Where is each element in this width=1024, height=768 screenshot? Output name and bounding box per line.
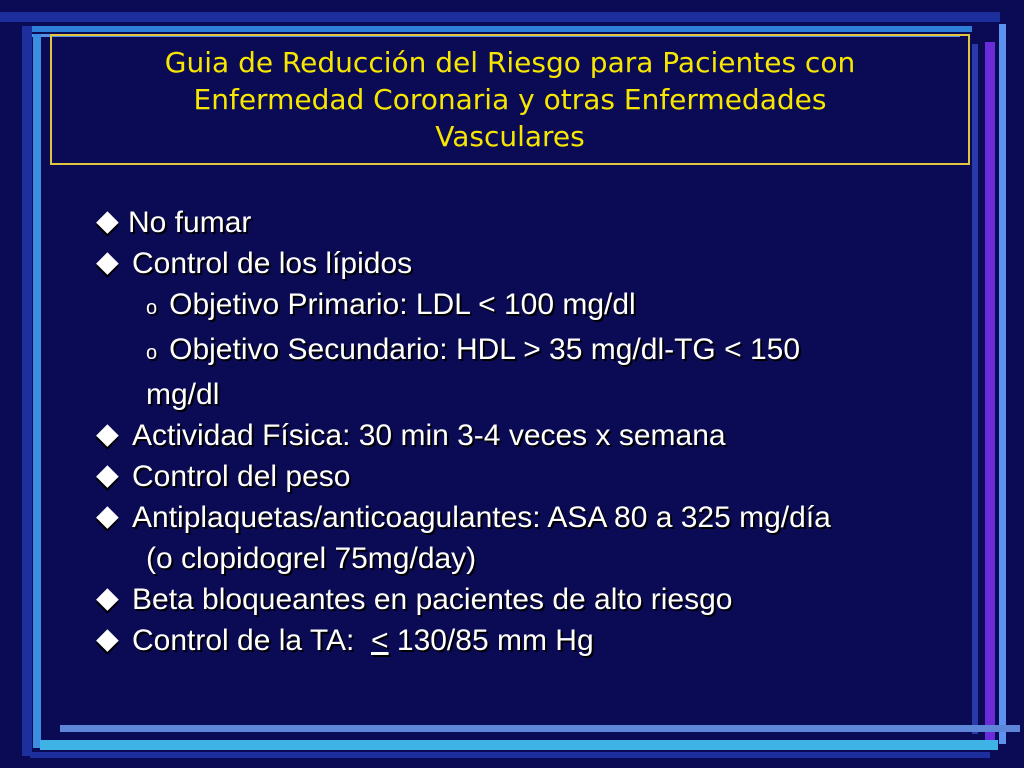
sub-list-item (94, 284, 954, 329)
less-equal-symbol: < (371, 624, 389, 657)
frame-stripe (30, 752, 990, 758)
sub-list-item (94, 329, 954, 374)
frame-stripe (22, 26, 32, 756)
list-item-continuation (94, 374, 954, 415)
list-item (94, 620, 954, 661)
frame-stripe (972, 44, 978, 734)
sub-bullet-marker: o (146, 342, 158, 364)
frame-stripe (0, 12, 1000, 22)
diamond-bullet-icon (96, 629, 119, 652)
slide-title (70, 44, 950, 155)
frame-stripe (33, 34, 41, 748)
diamond-bullet-icon (96, 465, 119, 488)
list-item (94, 243, 954, 284)
list-item-text: No fumar (128, 206, 252, 239)
title-line: Vasculares (435, 120, 585, 153)
diamond-bullet-icon (96, 252, 119, 275)
list-item (94, 202, 954, 243)
list-item (94, 497, 954, 538)
list-item (94, 415, 954, 456)
list-item-continuation (94, 538, 954, 579)
frame-stripe (22, 26, 972, 32)
list-item-text (132, 620, 594, 661)
frame-stripe (999, 24, 1006, 744)
list-item-text: Actividad Física: 30 min 3-4 veces x semana (132, 419, 726, 452)
bullet-list (94, 202, 954, 661)
list-item-text: Antiplaquetas/anticoagulantes: ASA 80 a 325 mg/día (132, 501, 831, 534)
frame-stripe (985, 42, 995, 742)
list-item (94, 456, 954, 497)
diamond-bullet-icon (96, 211, 119, 234)
list-item-text: (o clopidogrel 75mg/day) (146, 542, 477, 575)
list-item-text: Control del peso (132, 460, 351, 493)
title-box (50, 34, 970, 165)
list-item (94, 579, 954, 620)
sub-bullet-marker: o (146, 297, 158, 319)
title-line: Guia de Reducción del Riesgo para Pacientes con (164, 46, 856, 79)
list-item-text-suffix: 130/85 mm Hg (388, 624, 594, 657)
title-line: Enfermedad Coronaria y otras Enfermedades (193, 83, 827, 116)
diamond-bullet-icon (96, 588, 119, 611)
diamond-bullet-icon (96, 506, 119, 529)
frame-stripe (40, 740, 998, 750)
frame-stripe (60, 725, 1020, 732)
diamond-bullet-icon (96, 424, 119, 447)
list-item-text-prefix: Control de la TA: (132, 624, 372, 657)
list-item-text: Beta bloqueantes en pacientes de alto riesgo (132, 583, 733, 616)
list-item-text: Control de los lípidos (132, 247, 413, 280)
list-item-text: Objetivo Primario: LDL < 100 mg/dl (169, 288, 636, 321)
list-item-text: mg/dl (146, 378, 220, 411)
list-item-text: Objetivo Secundario: HDL > 35 mg/dl-TG < 150 (169, 333, 801, 366)
